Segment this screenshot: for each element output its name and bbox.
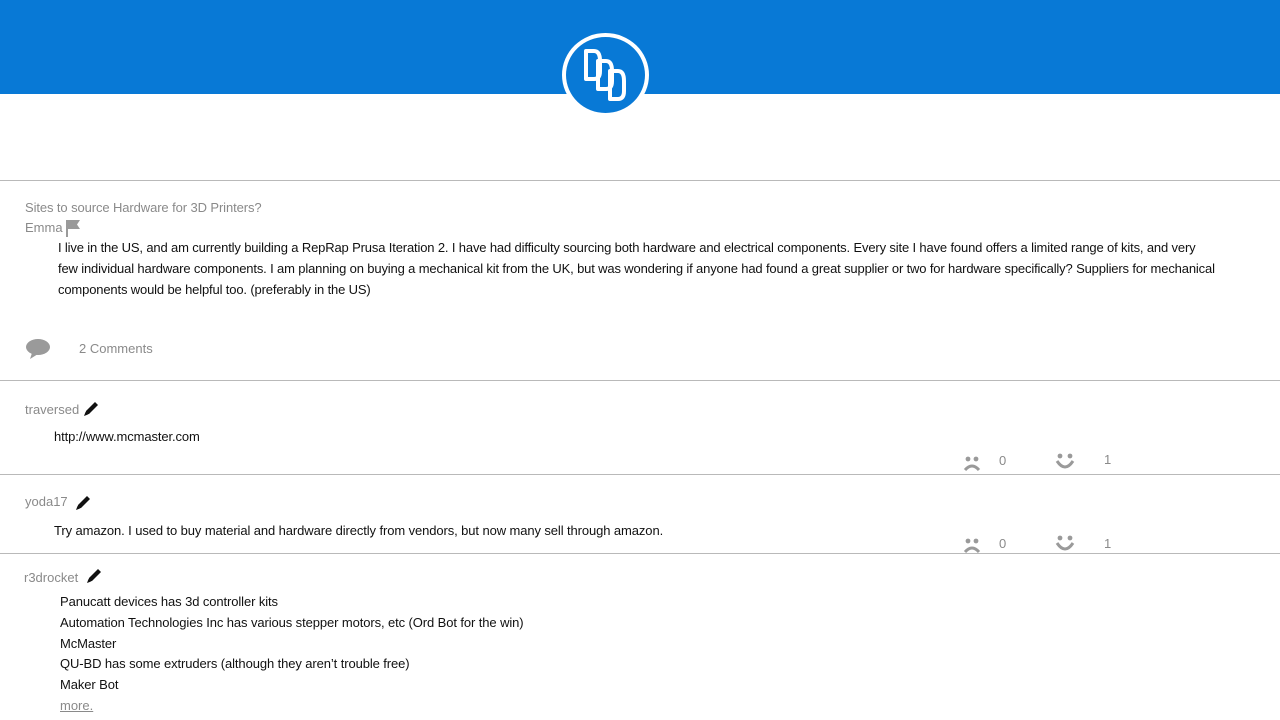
answer-line: Automation Technologies Inc has various stepper motors, etc (Ord Bot for the win) bbox=[60, 615, 524, 630]
downvote-count: 0 bbox=[999, 453, 1007, 468]
answer-body: Try amazon. I used to buy material and hardware directly from vendors, but now many sell through amazon. bbox=[54, 523, 664, 538]
answer-line: Panucatt devices has 3d controller kits bbox=[60, 594, 278, 609]
ddd-logo-icon bbox=[566, 37, 645, 113]
happy-face-icon[interactable] bbox=[1055, 452, 1075, 472]
question-author[interactable]: Emma bbox=[25, 220, 63, 235]
sad-face-icon[interactable] bbox=[962, 535, 982, 555]
flag-icon[interactable] bbox=[64, 218, 82, 238]
answer-author[interactable]: yoda17 bbox=[25, 494, 68, 509]
answer-line: QU-BD has some extruders (although they aren’t trouble free) bbox=[60, 656, 410, 671]
answer-author[interactable]: r3drocket bbox=[24, 570, 79, 585]
comments-count-link[interactable]: 2 Comments bbox=[79, 341, 153, 356]
sad-face-icon[interactable] bbox=[962, 453, 982, 473]
pencil-icon[interactable] bbox=[74, 494, 92, 512]
question-title[interactable]: Sites to source Hardware for 3D Printers? bbox=[25, 200, 262, 215]
downvote-count: 0 bbox=[999, 536, 1007, 551]
happy-face-icon[interactable] bbox=[1055, 534, 1075, 554]
divider bbox=[0, 474, 1280, 475]
divider bbox=[0, 380, 1280, 381]
upvote-count: 1 bbox=[1104, 452, 1112, 467]
question-body: I live in the US, and am currently building a RepRap Prusa Iteration 2. I have had difficulty sourcing both hardware and electrical components. Every site I have found offers a limited range of kits, and very few individual hardware components. I am planning on buying a mechanical kit from the UK, but was wondering if anyone had found a great supplier or two for hardware specifically? Suppliers for mechanical components would be helpful too. (preferably in the US) bbox=[58, 240, 1215, 297]
answer-author[interactable]: traversed bbox=[25, 402, 80, 417]
divider bbox=[0, 553, 1280, 554]
answer-body[interactable]: http://www.mcmaster.com bbox=[54, 429, 200, 444]
pencil-icon[interactable] bbox=[82, 400, 100, 418]
more-link[interactable]: more. bbox=[60, 698, 94, 713]
answer-line: Maker Bot bbox=[60, 677, 119, 692]
divider bbox=[0, 180, 1280, 181]
pencil-icon[interactable] bbox=[85, 567, 103, 585]
upvote-count: 1 bbox=[1104, 536, 1112, 551]
site-logo[interactable] bbox=[562, 33, 649, 117]
answer-line: McMaster bbox=[60, 636, 117, 651]
comment-bubble-icon[interactable] bbox=[25, 338, 51, 360]
